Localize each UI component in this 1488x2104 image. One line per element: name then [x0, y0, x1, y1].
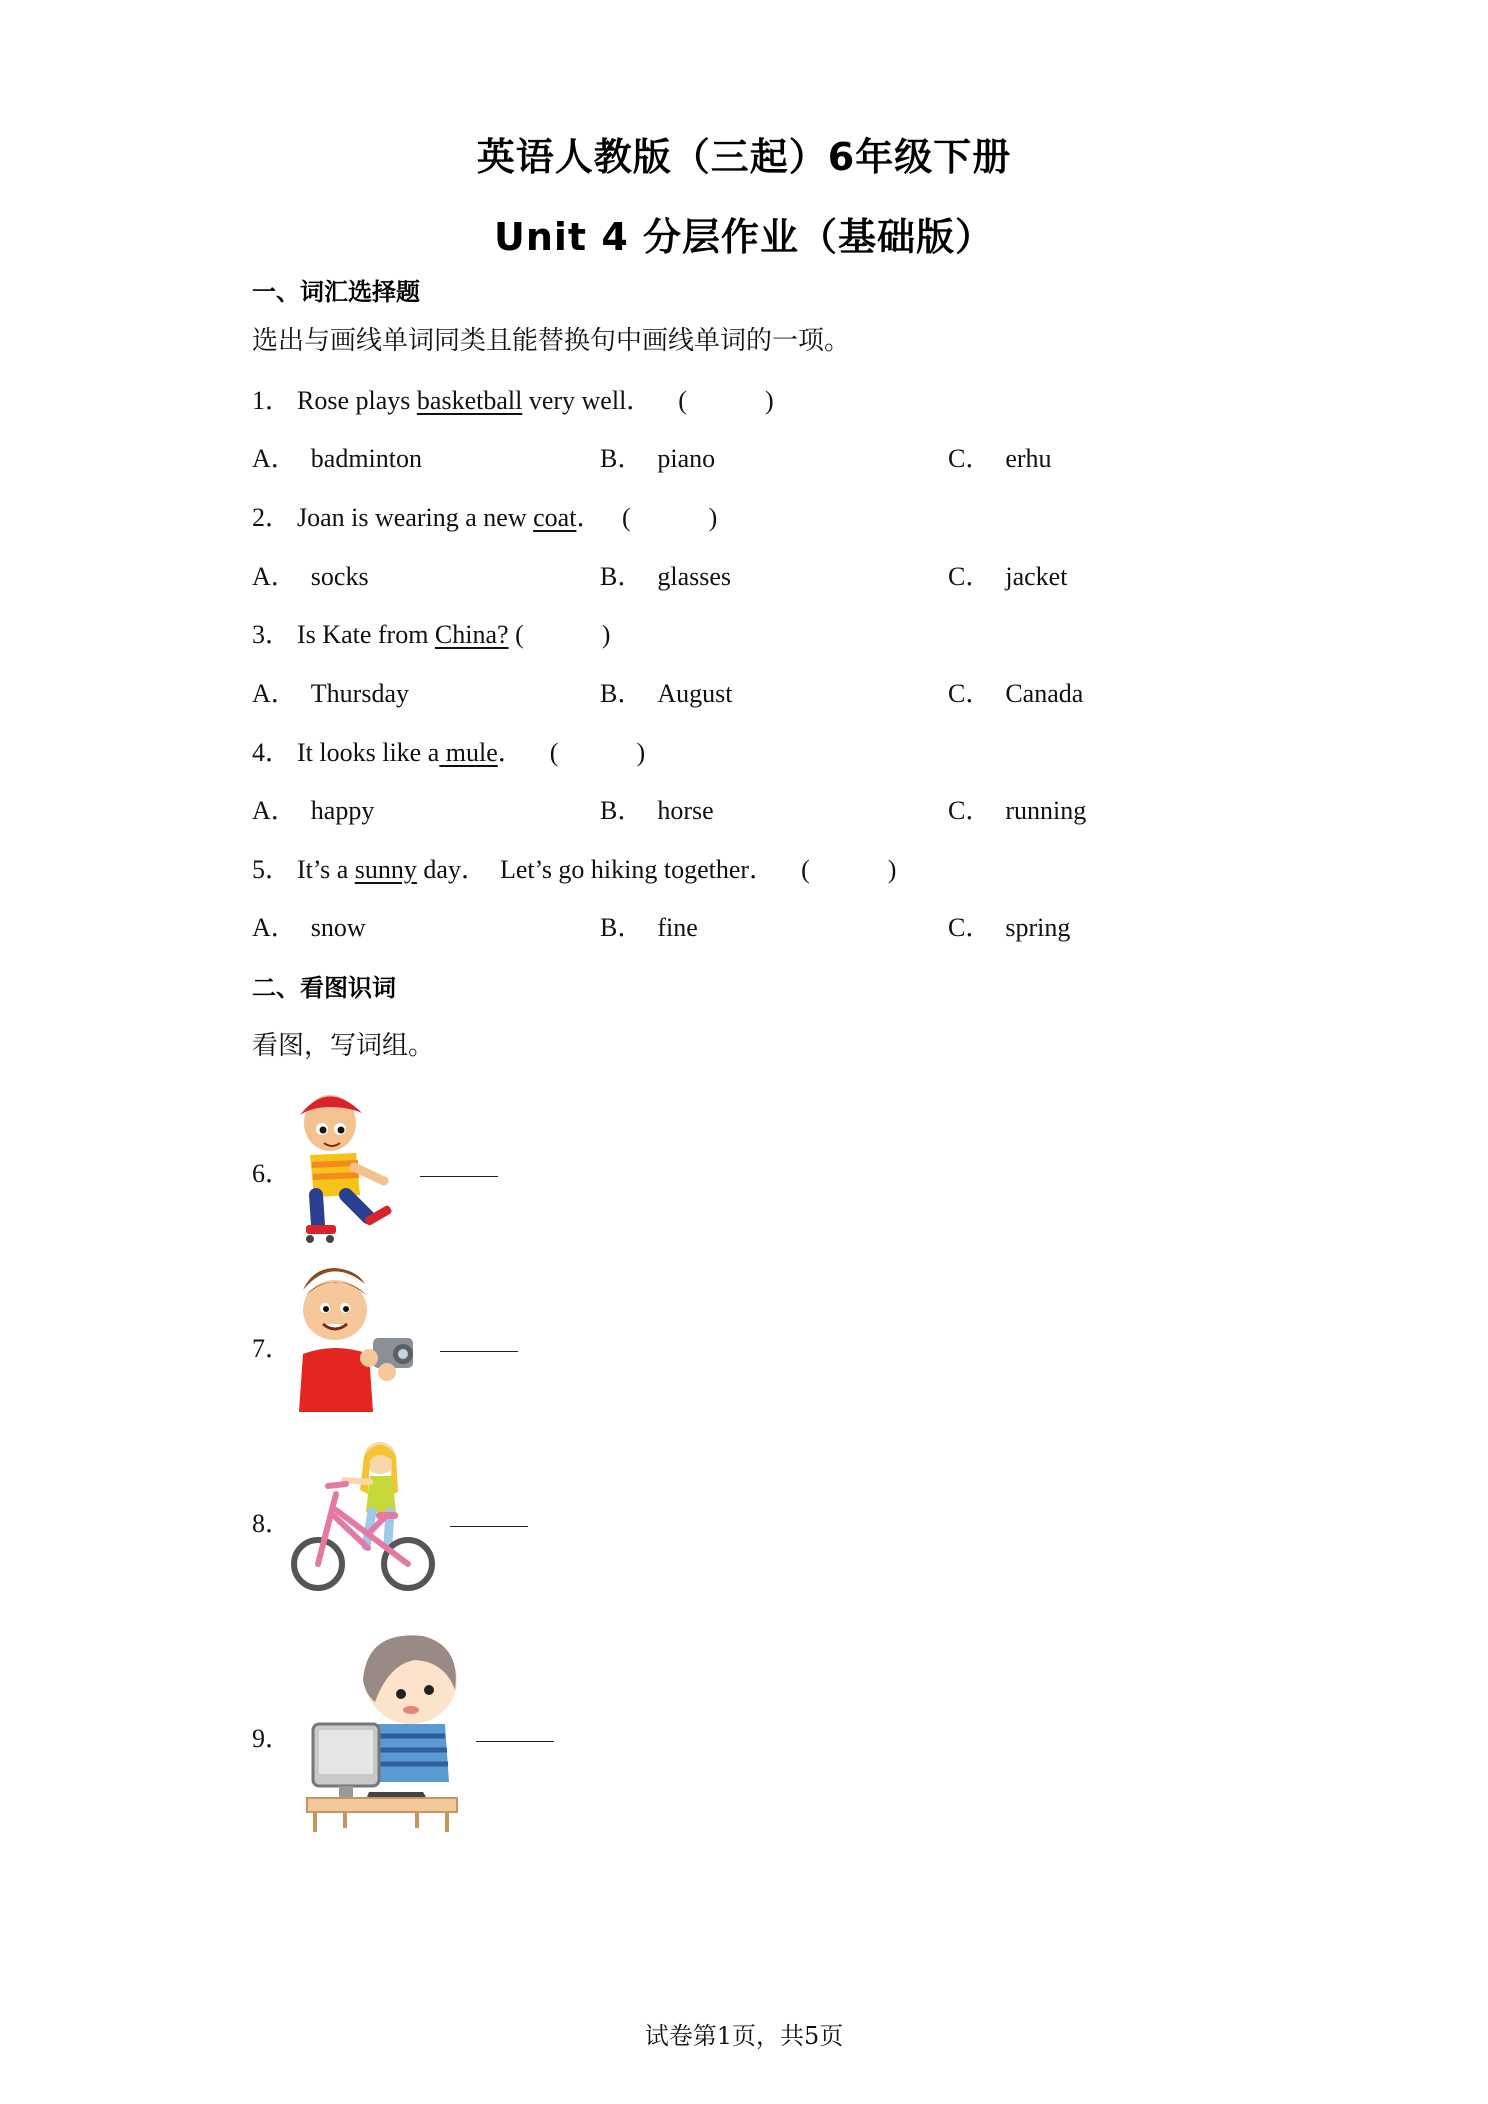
question-text-end: ．: [576, 503, 603, 532]
underlined-word: coat: [533, 503, 577, 532]
question-1: [252, 380, 774, 417]
underlined-word: sunny: [354, 855, 417, 884]
option-a[interactable]: [252, 907, 366, 944]
option-label: C．: [948, 444, 992, 473]
option-text: happy: [310, 796, 375, 825]
option-label: B．: [600, 913, 644, 942]
girl-riding-bike-image: [290, 1436, 440, 1601]
item-number: 6．: [252, 1159, 292, 1188]
option-label: C．: [948, 913, 992, 942]
question-3: [252, 614, 610, 651]
option-c[interactable]: [948, 556, 1067, 593]
option-text: running: [1005, 796, 1087, 825]
option-text: socks: [310, 562, 369, 591]
item-number: 7．: [252, 1334, 292, 1363]
question-4: [252, 732, 645, 769]
answer-blank[interactable]: ( ): [678, 386, 774, 415]
option-a[interactable]: [252, 790, 374, 827]
option-label: A．: [252, 444, 297, 473]
answer-line[interactable]: [476, 1741, 554, 1742]
question-5: [252, 849, 896, 886]
option-text: glasses: [657, 562, 732, 591]
question-number: 2．: [252, 503, 292, 532]
option-c[interactable]: [948, 438, 1052, 475]
option-text: piano: [657, 444, 716, 473]
option-label: C．: [948, 562, 992, 591]
option-b[interactable]: [600, 907, 698, 944]
option-a[interactable]: [252, 556, 369, 593]
question-number: 1．: [252, 386, 292, 415]
section-heading-picture: 二、看图识词: [252, 974, 396, 1002]
item-number: 8．: [252, 1509, 292, 1538]
option-text: badminton: [310, 444, 422, 473]
underlined-word: China?: [434, 620, 509, 649]
option-c[interactable]: [948, 673, 1083, 710]
question-text: It looks like a: [297, 738, 440, 767]
underlined-word: mule: [439, 738, 498, 767]
underlined-word: basketball: [416, 386, 523, 415]
question-text-end: ．: [497, 738, 524, 767]
photographer-boy-image: [295, 1262, 435, 1412]
option-b[interactable]: [600, 438, 715, 475]
question-number: 3．: [252, 620, 292, 649]
answer-line[interactable]: [440, 1351, 518, 1352]
question-text-end: very well．: [522, 386, 653, 415]
item-number: 9．: [252, 1724, 292, 1753]
option-text: Thursday: [310, 679, 409, 708]
option-text: August: [657, 679, 733, 708]
answer-blank[interactable]: ( ): [549, 738, 646, 767]
question-text: Rose plays: [297, 386, 417, 415]
answer-blank[interactable]: ( ): [801, 855, 897, 884]
option-label: B．: [600, 796, 644, 825]
option-a[interactable]: [252, 438, 422, 475]
option-a[interactable]: [252, 673, 409, 710]
question-text: It’s a: [297, 855, 355, 884]
option-label: B．: [600, 444, 644, 473]
section-heading-vocabulary: 一、词汇选择题: [252, 278, 420, 306]
option-label: B．: [600, 679, 644, 708]
option-text: snow: [310, 913, 366, 942]
section-instruction: 选出与画线单词同类且能替换句中画线单词的一项。: [252, 326, 851, 356]
computer-boy-image: [305, 1632, 465, 1832]
question-number: 5．: [252, 855, 292, 884]
section-instruction: 看图，写词组。: [252, 1031, 435, 1061]
page-title: 英语人教版（三起）6年级下册: [476, 135, 1012, 179]
question-text: Joan is wearing a new: [297, 503, 534, 532]
answer-blank[interactable]: ( ): [621, 503, 718, 532]
option-label: A．: [252, 562, 297, 591]
option-text: fine: [657, 913, 698, 942]
page-footer: 试卷第1页，共5页: [644, 2022, 844, 2050]
option-label: A．: [252, 913, 297, 942]
question-2: [252, 497, 717, 534]
question-text: Is Kate from: [297, 620, 435, 649]
option-b[interactable]: [600, 673, 732, 710]
question-number: 4．: [252, 738, 292, 767]
option-c[interactable]: [948, 907, 1070, 944]
option-c[interactable]: [948, 790, 1086, 827]
option-text: horse: [657, 796, 714, 825]
option-label: C．: [948, 679, 992, 708]
option-label: A．: [252, 679, 297, 708]
page-subtitle: Unit 4 分层作业（基础版）: [494, 215, 994, 259]
answer-line[interactable]: [450, 1526, 528, 1527]
question-text-end: day． Let’s go hiking together．: [416, 855, 776, 884]
option-label: B．: [600, 562, 644, 591]
option-b[interactable]: [600, 790, 714, 827]
option-text: erhu: [1005, 444, 1052, 473]
option-label: C．: [948, 796, 992, 825]
option-text: jacket: [1005, 562, 1068, 591]
option-text: spring: [1005, 913, 1071, 942]
roller-skating-boy-image: [288, 1085, 408, 1250]
option-b[interactable]: [600, 556, 731, 593]
answer-line[interactable]: [420, 1176, 498, 1177]
answer-blank[interactable]: ( ): [515, 620, 611, 649]
option-label: A．: [252, 796, 297, 825]
option-text: Canada: [1005, 679, 1084, 708]
